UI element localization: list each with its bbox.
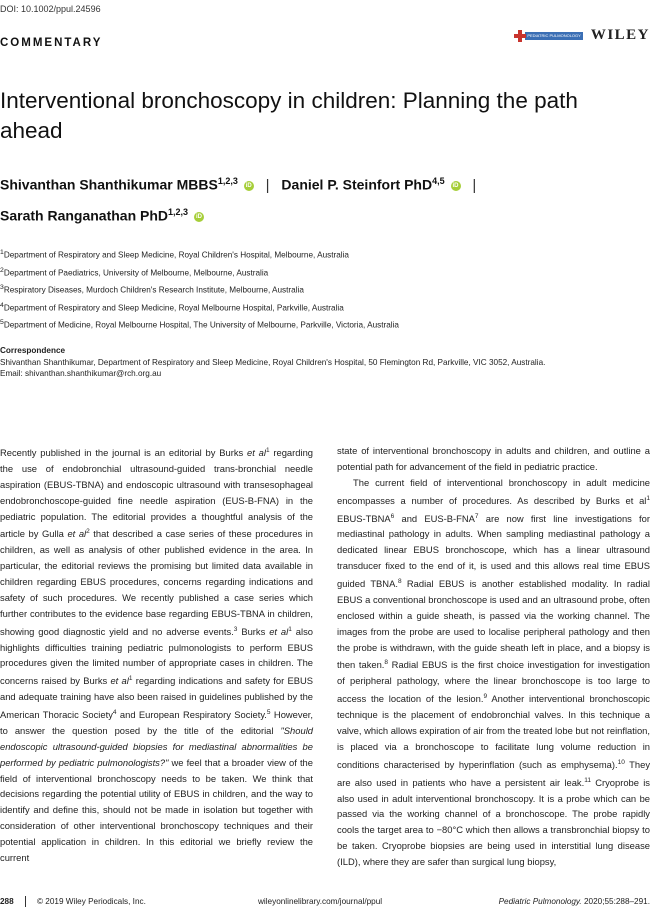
author-separator: | — [265, 176, 270, 194]
orcid-icon[interactable]: iD — [195, 213, 202, 220]
affiliation-list — [0, 249, 640, 337]
correspondence-heading: Correspondence — [0, 346, 66, 355]
author-name[interactable]: Daniel P. Steinfort PhD — [281, 176, 433, 193]
author-name[interactable]: Sarath Ranganathan PhD — [0, 207, 169, 224]
publisher-logo — [514, 27, 650, 44]
journal-badge — [514, 30, 583, 42]
affiliation: $^4$Department of Respiratory and Sleep Medicine, Royal Melbourne Hospital, Parkville, Australia — [0, 301, 344, 313]
doi: DOI: 10.1002/ppul.24596 — [0, 4, 101, 14]
journal-citation: Pediatric Pulmonology. 2020;55:288–291. — [498, 897, 650, 906]
copyright: © 2019 Wiley Periodicals, Inc. — [37, 897, 146, 906]
correspondence-address: Shivanthan Shanthikumar, Department of Respiratory and Sleep Medicine, Royal Children's Hospital, 50 Flemington Rd, Parkville, VIC 3052, Australia. — [0, 357, 546, 367]
author-name[interactable]: Shivanthan Shanthikumar MBBS — [0, 176, 218, 193]
correspondence-email[interactable]: Email: shivanthan.shanthikumar@rch.org.au — [0, 369, 162, 378]
author-affiliation-ref: 1,2,3 — [168, 206, 189, 217]
publisher-name: WILEY — [590, 27, 650, 43]
affiliation: $^5$Department of Medicine, Royal Melbourne Hospital, The University of Melbourne, Parkville, Victoria, Australia — [0, 319, 399, 330]
article-title: Interventional bronchoscopy in children: Planning the path ahead — [0, 88, 578, 143]
author-affiliation-ref: 4,5 — [432, 176, 445, 186]
author-affiliation-ref: 1,2,3 — [217, 176, 238, 186]
journal-badge-text: PEDIATRIC PULMONOLOGY — [527, 32, 581, 38]
author-list — [0, 168, 640, 228]
page-number: 288 — [0, 897, 14, 906]
affiliation: $^3$Respiratory Diseases, Murdoch Children's Research Institute, Melbourne, Australia — [0, 284, 304, 295]
journal-url[interactable]: wileyonlinelibrary.com/journal/ppul — [258, 897, 383, 906]
footer-divider — [25, 896, 26, 907]
correspondence-block — [0, 345, 640, 380]
article-type-label: COMMENTARY — [0, 37, 103, 49]
body-paragraph: The current field of interventional bronchoscopy in adult medicine encompasses a number of procedures. As described by Burks et $al^1$ EBUS-TBNA$^6$ and EUS-B-FNA$^7$ are now first line investigations for mediastinal pathology in adults. When sampling mediastinal pathology a dedicated linear EBUS bronchoscope, which has a linear ultrasound transducer fixed to the end of it, is used and this allows real time EBUS guided TBNA.$^8$ Radial EBUS is another established modality. In radial EBUS a conventional bronchoscope is used and an ultrasound probe, often enclosed within a guide sheath, is passed via the working channel. The images from the probe are used to localise peripheral pathology and then the probe is withdrawn, with the guide sheath left in place, and a biopsy is then taken.$^8$ Radial EBUS is the first choice investigation for investigation of peripheral pathology, where the linear bronchoscope is too large to access the location of the lesion.$^9$ Another interventional bronchoscopic technique is the placement of endobronchial valves. In this technique a valve, which allows expiration of air from the treated lobe but not reinflation, is placed via a bronchoscope to facilitate lung volume reduction in conditions characterised by hyperinflation (such as emphysema).$^{10}$ They are also used in patients who have a persistent air leak.$^{11}$ Cryoprobe is also used in adult interventional bronchoscopy. It is a probe which can be passed via the working channel of a bronchoscope. The probe rapidly cools the target area to −80°C which then allows a transbronchial biopsy to be taken. Cryoprobe biopsies are being used in interstitial lung disease (ILD), where they are safer than surgical lung biopsy, — [337, 476, 650, 867]
author-separator: | — [472, 176, 477, 194]
affiliation: $^2$Department of Paediatrics, University of Melbourne, Melbourne, Australia — [0, 266, 269, 278]
affiliation: $^1$Department of Respiratory and Sleep Medicine, Royal Children's Hospital, Melbourne, Australia — [0, 249, 349, 260]
body-column-right — [337, 443, 650, 870]
orcid-icon[interactable]: iD — [245, 182, 252, 189]
medical-cross-icon — [514, 30, 526, 42]
body-column-left — [0, 443, 313, 866]
body-paragraph: state of interventional bronchoscopy in adults and children, and outline a potential path for advancement of the field in pediatric practice. — [337, 445, 650, 472]
orcid-icon[interactable]: iD — [452, 182, 459, 189]
body-paragraph: Recently published in the journal is an editorial by Burks et $al^1$ regarding the use of endobronchial ultrasound-guided trans-bronchial needle aspiration (EBUS-TBNA) and endoscopic ultrasound with transesophageal endobronchoscope-guided fine needle aspiration (EUS-B-FNA) in the pediatric population. The editorial provides a thoughtful analysis of the article by Gulla et $al^2$ that described a case series of these procedures in children, as well as analysis of other published evidence in the area. In particular, the editorial reviews the promising but limited data available in children regarding EBUS procedures, concerns regarding indications and safety of such procedures. We recently published a case series which further contributes to the evidence base regarding EBUS-TBNA in children, showing good diagnostic yield and no adverse events.$^3$ Burks et $al^1$ also highlights difficulties training pediatric pulmonologists to perform EBUS procedures given the limited number of appropriate cases in children. The concerns raised by Burks et $al^1$ regarding indications and safety for EBUS and adequate training have also been raised in guidelines published by the American Thoracic Society$^4$ and European Respiratory Society.$^5$ However, to answer the question posed by the title of the editorial "Should endoscopic ultrasound-guided biopsies for mediastinal abnormalities be performed by pediatric pulmonologists?" we feel that a broader view of the field of interventional bronchoscopy needs to be taken. We think that decisions regarding the potential utility of EBUS in children, and the way to identify and define this, should not be made in isolation but together with consideration of other interventional bronchoscopy techniques and their potential application in children. In this editorial we briefly review the current — [0, 447, 314, 863]
